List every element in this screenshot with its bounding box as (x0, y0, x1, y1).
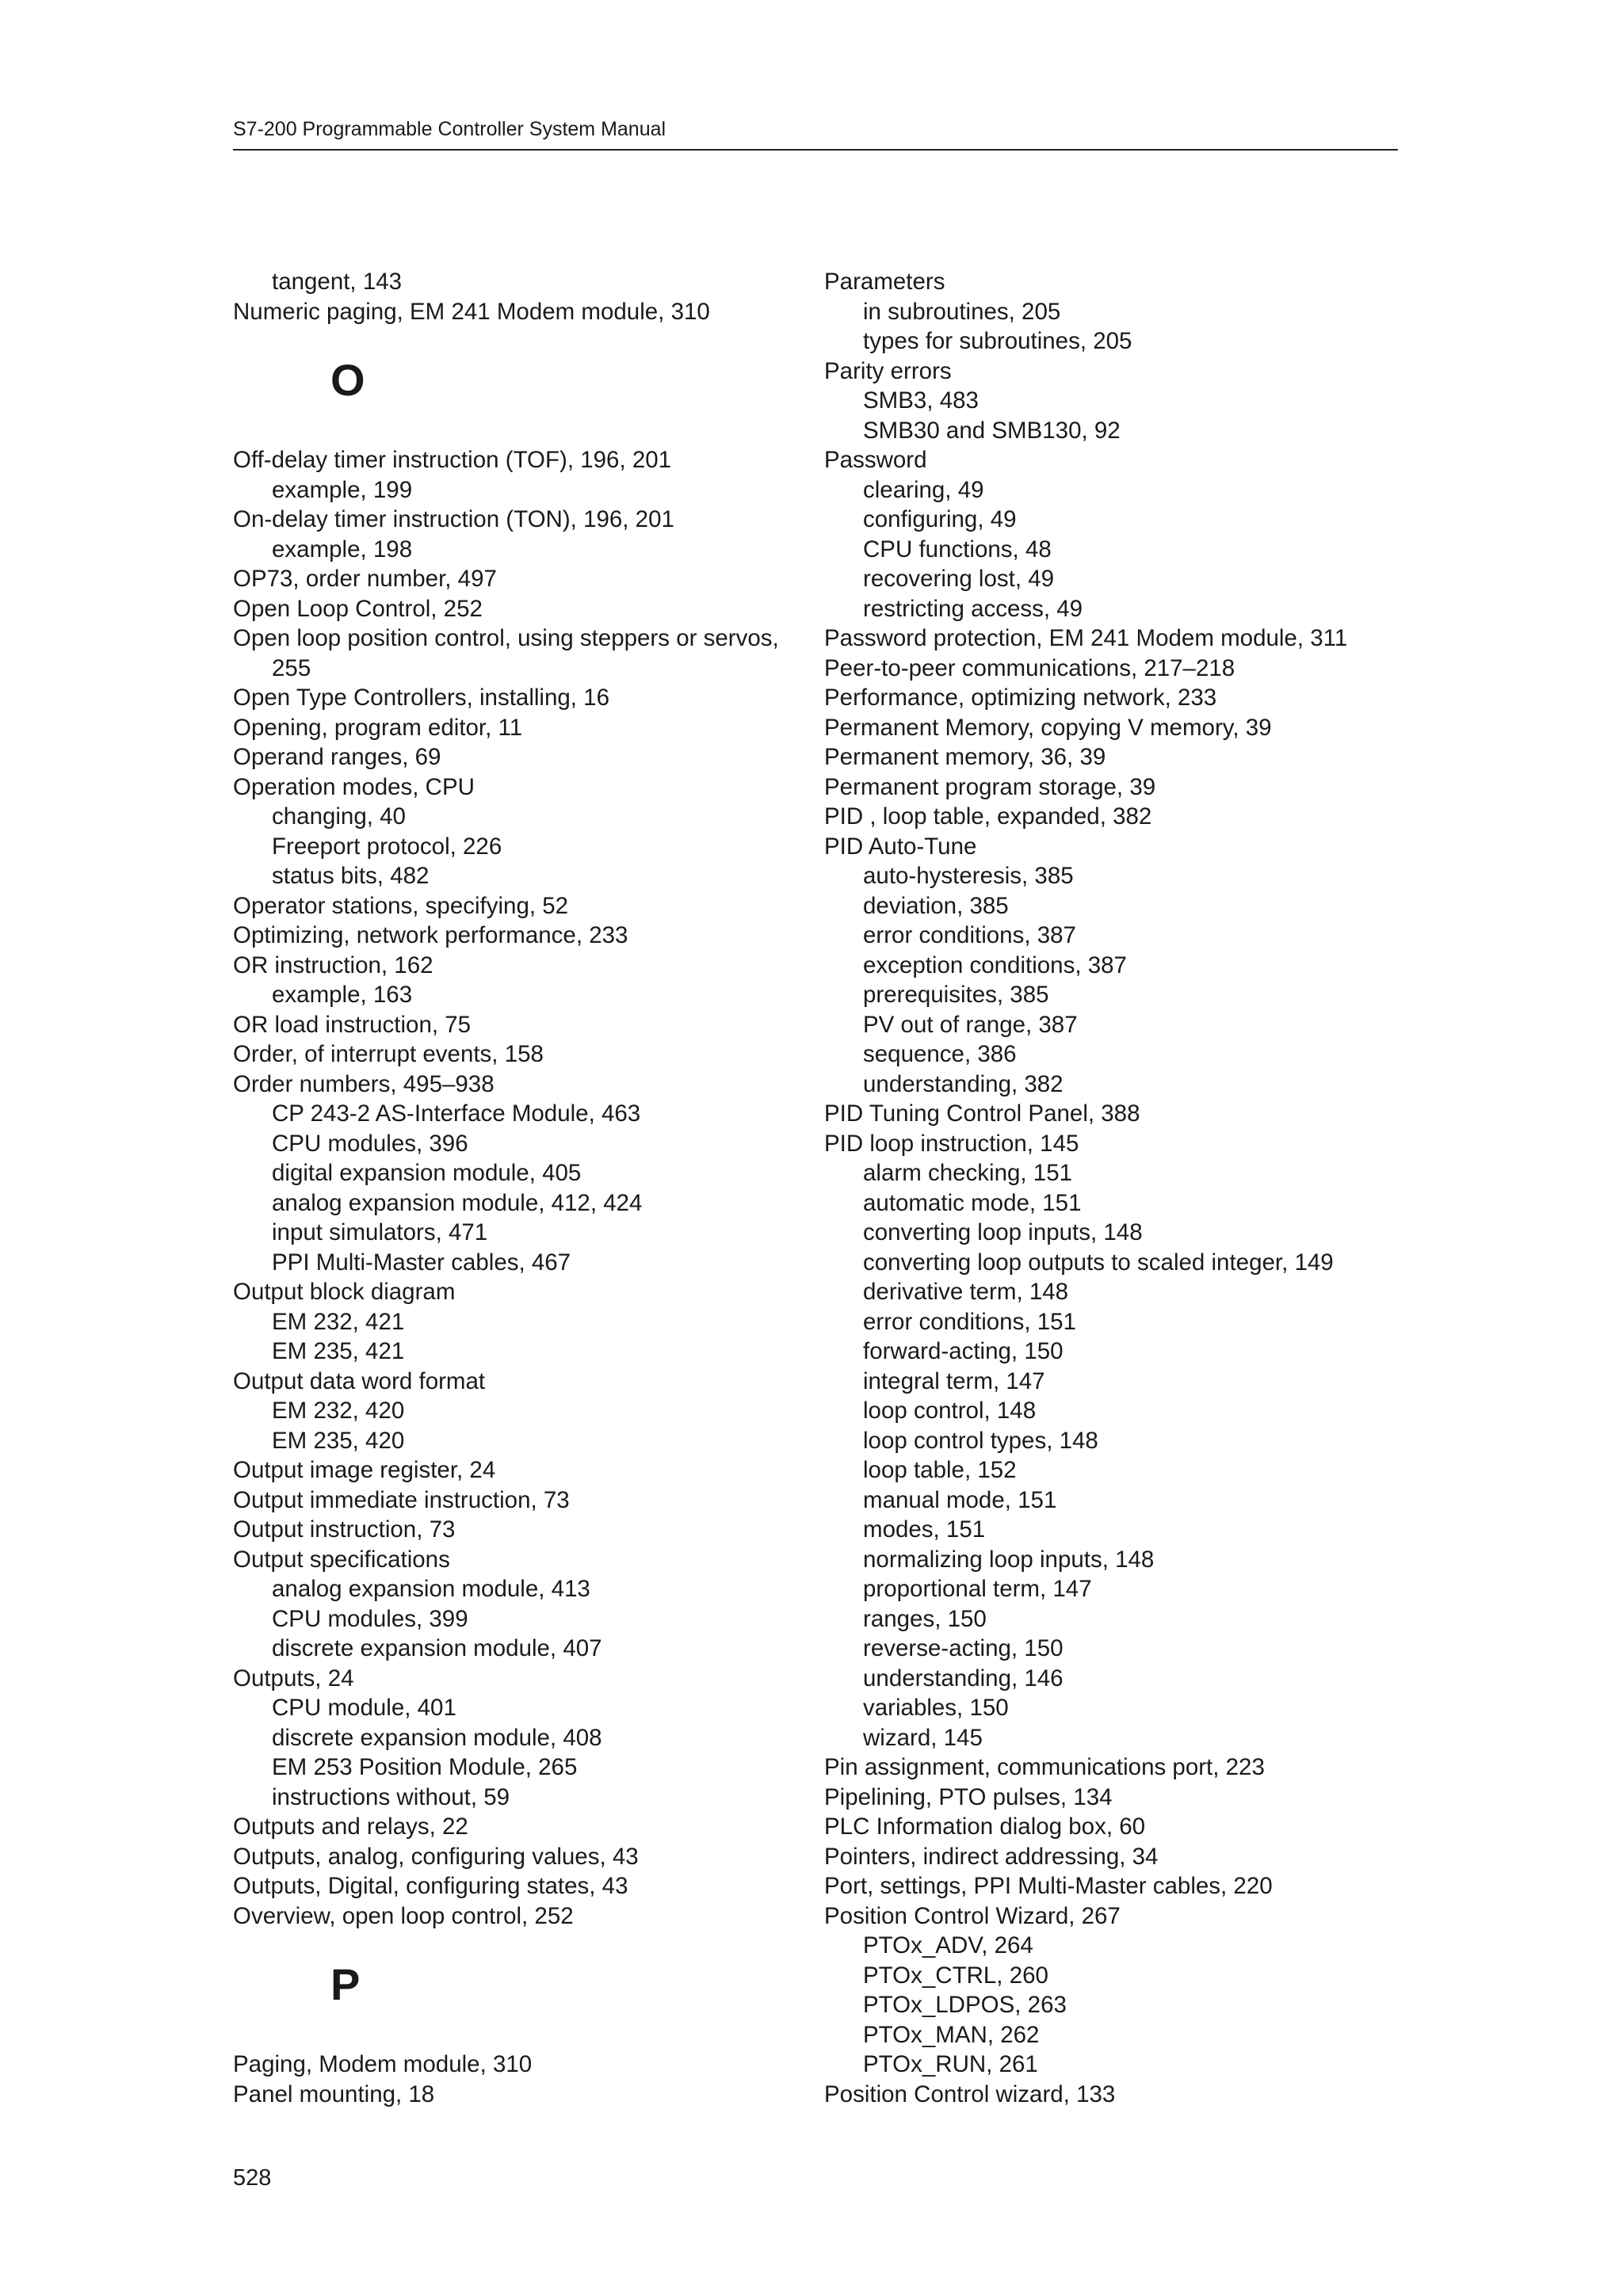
index-subentry: converting loop inputs, 148 (863, 1219, 1143, 1245)
index-entry: Parameters (824, 269, 945, 295)
page-number: 528 (233, 2165, 272, 2191)
index-entry: Output instruction, 73 (233, 1516, 456, 1543)
index-entry: Numeric paging, EM 241 Modem module, 310 (233, 298, 710, 325)
index-subentry: alarm checking, 151 (863, 1160, 1073, 1186)
index-column-right (824, 267, 1398, 2109)
index-entry: Output block diagram (233, 1279, 456, 1305)
index-subentry: understanding, 146 (863, 1665, 1064, 1691)
index-entry: Overview, open loop control, 252 (233, 1902, 574, 1929)
index-subentry: PTOx_CTRL, 260 (863, 1962, 1048, 1989)
index-subentry: CPU modules, 396 (272, 1130, 468, 1157)
index-subentry: PTOx_RUN, 261 (863, 2051, 1038, 2077)
index-entry: Outputs and relays, 22 (233, 1814, 468, 1840)
index-subentry: SMB3, 483 (863, 387, 979, 414)
index-subentry: recovering lost, 49 (863, 566, 1055, 592)
index-subentry: changing, 40 (272, 803, 406, 830)
index-entry: Open Loop Control, 252 (233, 595, 483, 622)
index-column-left (233, 267, 804, 2109)
index-entry: Outputs, 24 (233, 1665, 354, 1691)
index-entry: Operator stations, specifying, 52 (233, 892, 569, 919)
index-entry: Order numbers, 495–938 (233, 1070, 495, 1097)
index-subentry: manual mode, 151 (863, 1486, 1057, 1513)
index-subentry: status bits, 482 (272, 863, 430, 889)
index-entry: Position Control Wizard, 267 (824, 1902, 1121, 1929)
index-entry: Optimizing, network performance, 233 (233, 922, 628, 948)
index-entry: Permanent memory, 36, 39 (824, 744, 1106, 770)
index-entry: PLC Information dialog box, 60 (824, 1814, 1146, 1840)
index-entry: PID Auto-Tune (824, 833, 977, 860)
page-header (233, 116, 1398, 151)
index-subentry: EM 235, 421 (272, 1338, 405, 1364)
index-subentry: proportional term, 147 (863, 1576, 1092, 1602)
index-entry: Output specifications (233, 1546, 450, 1573)
index-entry: Password (824, 447, 927, 473)
index-entry: Password protection, EM 241 Modem module, 311 (824, 625, 1348, 651)
index-subentry: in subroutines, 205 (863, 298, 1061, 325)
index-subentry: analog expansion module, 412, 424 (272, 1189, 643, 1216)
index-entry: Outputs, Digital, configuring states, 43 (233, 1873, 628, 1899)
index-subentry: ranges, 150 (863, 1605, 987, 1632)
index-subentry: derivative term, 148 (863, 1279, 1069, 1305)
index-entry: OP73, order number, 497 (233, 566, 497, 592)
index-subentry: loop table, 152 (863, 1457, 1017, 1483)
index-entry: Pointers, indirect addressing, 34 (824, 1843, 1159, 1870)
index-subentry: sequence, 386 (863, 1041, 1017, 1067)
index-subentry: reverse-acting, 150 (863, 1635, 1064, 1661)
index-subentry: auto-hysteresis, 385 (863, 863, 1074, 889)
index-subentry: loop control types, 148 (863, 1427, 1098, 1454)
index-subentry: PV out of range, 387 (863, 1011, 1078, 1038)
index-subentry: clearing, 49 (863, 476, 984, 503)
index-subentry: instructions without, 59 (272, 1783, 510, 1810)
index-entry: Output data word format (233, 1367, 486, 1394)
index-subentry: integral term, 147 (863, 1367, 1045, 1394)
index-subentry: example, 199 (272, 476, 413, 503)
index-subentry: tangent, 143 (272, 269, 403, 295)
index-subentry: error conditions, 151 (863, 1308, 1076, 1335)
index-subentry: digital expansion module, 405 (272, 1160, 582, 1186)
index-subentry: CPU module, 401 (272, 1695, 456, 1721)
index-subentry: normalizing loop inputs, 148 (863, 1546, 1155, 1573)
section-letter: P (330, 1959, 361, 2009)
index-subentry: discrete expansion module, 407 (272, 1635, 602, 1661)
index-entry: Opening, program editor, 11 (233, 714, 523, 741)
index-entry: Output immediate instruction, 73 (233, 1486, 570, 1513)
index-subentry: example, 163 (272, 982, 413, 1008)
index-subentry: deviation, 385 (863, 892, 1009, 919)
index-subentry: variables, 150 (863, 1695, 1009, 1721)
index-entry: Outputs, analog, configuring values, 43 (233, 1843, 639, 1870)
header-title: S7-200 Programmable Controller System Manual (233, 118, 666, 140)
index-subentry: CPU functions, 48 (863, 536, 1052, 563)
index-subentry: Freeport protocol, 226 (272, 833, 502, 860)
index-subentry: CP 243-2 AS-Interface Module, 463 (272, 1100, 641, 1127)
index-subentry: EM 253 Position Module, 265 (272, 1754, 578, 1780)
index-subentry: discrete expansion module, 408 (272, 1724, 602, 1751)
index-subentry: 255 (272, 654, 311, 681)
index-subentry: example, 198 (272, 536, 413, 563)
index-subentry: PTOx_ADV, 264 (863, 1932, 1033, 1958)
index-entry: Panel mounting, 18 (233, 2081, 435, 2107)
index-subentry: wizard, 145 (863, 1724, 983, 1751)
index-entry: Performance, optimizing network, 233 (824, 685, 1217, 711)
index-entry: Port, settings, PPI Multi-Master cables, 220 (824, 1873, 1273, 1899)
index-entry: On-delay timer instruction (TON), 196, 201 (233, 506, 674, 532)
index-entry: Pin assignment, communications port, 223 (824, 1754, 1265, 1780)
index-subentry: restricting access, 49 (863, 595, 1083, 622)
index-subentry: prerequisites, 385 (863, 982, 1049, 1008)
index-entry: Parity errors (824, 357, 952, 384)
index-entry: Open loop position control, using steppers or servos, (233, 625, 779, 651)
index-entry: Position Control wizard, 133 (824, 2081, 1116, 2107)
index-subentry: PPI Multi-Master cables, 467 (272, 1249, 571, 1276)
index-subentry: CPU modules, 399 (272, 1605, 468, 1632)
index-entry: Order, of interrupt events, 158 (233, 1041, 544, 1067)
index-subentry: loop control, 148 (863, 1398, 1037, 1424)
index-entry: OR load instruction, 75 (233, 1011, 472, 1038)
index-subentry: understanding, 382 (863, 1070, 1064, 1097)
index-entry: Peer-to-peer communications, 217–218 (824, 654, 1235, 681)
index-entry: Operand ranges, 69 (233, 744, 441, 770)
index-subentry: modes, 151 (863, 1516, 986, 1543)
index-entry: PID Tuning Control Panel, 388 (824, 1100, 1140, 1127)
index-subentry: PTOx_MAN, 262 (863, 2021, 1040, 2048)
index-entry: PID , loop table, expanded, 382 (824, 803, 1152, 830)
index-entry: Permanent Memory, copying V memory, 39 (824, 714, 1272, 741)
index-subentry: configuring, 49 (863, 506, 1017, 532)
index-subentry: EM 235, 420 (272, 1427, 405, 1454)
index-subentry: converting loop outputs to scaled integer, 149 (863, 1249, 1334, 1276)
index-entry: Permanent program storage, 39 (824, 773, 1156, 800)
index-subentry: EM 232, 420 (272, 1398, 405, 1424)
index-subentry: input simulators, 471 (272, 1219, 488, 1245)
index-entry: Open Type Controllers, installing, 16 (233, 685, 609, 711)
index-subentry: analog expansion module, 413 (272, 1576, 590, 1602)
index-entry: Paging, Modem module, 310 (233, 2051, 533, 2077)
index-subentry: SMB30 and SMB130, 92 (863, 417, 1121, 444)
index-entry: Pipelining, PTO pulses, 134 (824, 1783, 1113, 1810)
index-entry: Output image register, 24 (233, 1457, 496, 1483)
index-subentry: types for subroutines, 205 (863, 328, 1132, 354)
index-entry: Operation modes, CPU (233, 773, 475, 800)
index-subentry: automatic mode, 151 (863, 1189, 1082, 1216)
section-letter-row (233, 326, 804, 445)
index-subentry: error conditions, 387 (863, 922, 1076, 948)
section-letter: O (330, 355, 365, 405)
section-letter-row (233, 1931, 804, 2050)
index-subentry: PTOx_LDPOS, 263 (863, 1992, 1067, 2018)
index-entry: OR instruction, 162 (233, 952, 433, 978)
index-subentry: forward-acting, 150 (863, 1338, 1064, 1364)
index-subentry: exception conditions, 387 (863, 952, 1127, 978)
index-entry: PID loop instruction, 145 (824, 1130, 1079, 1157)
index-subentry: EM 232, 421 (272, 1308, 405, 1335)
index-entry: Off-delay timer instruction (TOF), 196, 201 (233, 447, 672, 473)
